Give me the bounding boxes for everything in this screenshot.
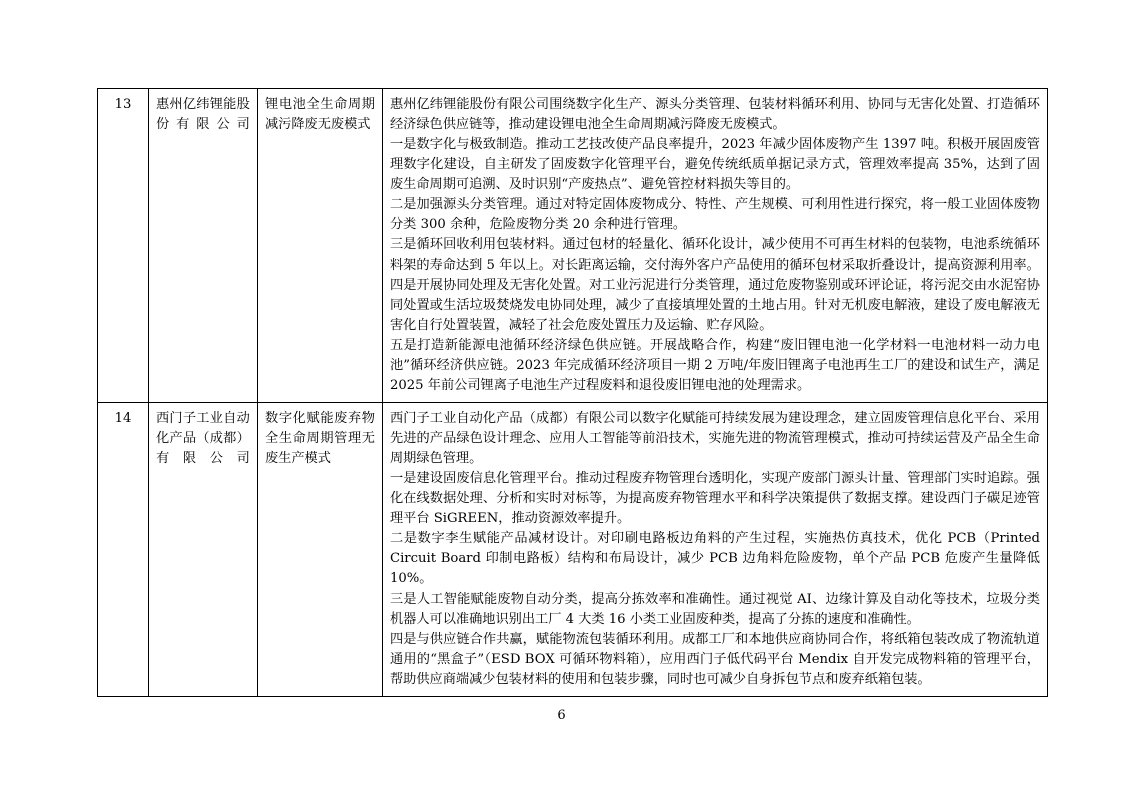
content-paragraph: 四是与供应链合作共赢，赋能物流包装循环利用。成都工厂和本地供应商协同合作，将纸箱包装改成了物流轨道通用的“黑盒子”（ESD BOX 可循环物料箱），应用西门子低代码平台 Mendix 自开发完成物料箱的管理平台，帮助供应商端减少包装材料的使用和包装步骤，同时也可减少自身拆包节点和废弃纸箱包装。 (390, 631, 1040, 687)
content-paragraph: 一是数字化与极致制造。推动工艺技改使产品良率提升，2023 年减少固体废物产生 1397 吨。积极开展固废管理数字化建设，自主研发了固废数字化管理平台，避免传统纸质单据记录方式，管理效率提高 35%，达到了固废生命周期可追溯、及时识别“产废热点”、避免管控材料损失等目的。 (390, 137, 1040, 193)
content-paragraph: 三是循环回收利用包装材料。通过包材的轻量化、循环化设计，减少使用不可再生材料的包装物，电池系统循环料架的寿命达到 5 年以上。对长距离运输，交付海外客户产品使用的循环包材采取折叠设计，提高资源利用率。 (390, 237, 1040, 273)
row-number: 14 (98, 402, 149, 696)
row-mode-name: 数字化赋能废弃物全生命周期管理无废生产模式 (258, 402, 383, 696)
content-paragraph: 西门子工业自动化产品（成都）有限公司以数字化赋能可持续发展为建设理念，建立固废管理信息化平台、采用先进的产品绿色设计理念、应用人工智能等前沿技术，实施先进的物流管理模式，推动可持续运营及产品全生命周期绿色管理。 (390, 410, 1040, 467)
practice-cases-table (97, 88, 1048, 697)
table-row (98, 89, 1048, 403)
page-number: 6 (557, 708, 566, 723)
row-content (383, 89, 1048, 403)
content-paragraph: 三是人工智能赋能废物自动分类，提高分拣效率和准确性。通过视觉 AI、边缘计算及自动化等技术，垃圾分类机器人可以准确地识别出工厂 4 大类 16 小类工业固废种类，提高了分拣的速度和准确性。 (390, 591, 1040, 627)
row-company-name: 惠州亿纬锂能股份有限公司 (149, 89, 258, 403)
content-paragraph: 二是数字李生赋能产品减材设计。对印刷电路板边角料的产生过程，实施热仿真技术，优化 PCB（Printed Circuit Board 印制电路板）结构和布局设计，减少 PCB 边角料危险废物，单个产品 PCB 危废产生量降低 10%。 (390, 531, 1040, 587)
content-paragraph: 四是开展协同处理及无害化处置。对工业污泥进行分类管理，通过危废物鉴别或环评论证，将污泥交由水泥窑协同处置或生活垃圾焚烧发电协同处理，减少了直接填埋处置的土地占用。针对无机废电解液，建设了废电解液无害化自行处置装置，减轻了社会危废处置压力及运输、贮存风险。 (390, 277, 1040, 333)
content-paragraph: 惠州亿纬锂能股份有限公司围绕数字化生产、源头分类管理、包装材料循环利用、协同与无害化处置、打造循环经济绿色供应链等，推动建设锂电池全生命周期减污降废无废模式。 (390, 97, 1040, 133)
content-paragraph: 五是打造新能源电池循环经济绿色供应链。开展战略合作，构建“废旧锂电池一化学材料一电池材料一动力电池”循环经济供应链。2023 年完成循环经济项目一期 2 万吨/年废旧锂离子电池再生工厂的建设和试生产，满足 2025 年前公司锂离子电池生产过程废料和退役废旧锂电池的处理需求。 (390, 337, 1040, 393)
row-content (383, 402, 1048, 696)
table-row (98, 402, 1048, 696)
content-paragraph: 二是加强源头分类管理。通过对特定固体废物成分、特性、产生规模、可利用性进行探究，将一般工业固体废物分类 300 余种，危险废物分类 20 余种进行管理。 (390, 197, 1040, 233)
content-paragraph: 一是建设固废信息化管理平台。推动过程废弃物管理台透明化，实现产废部门源头计量、管理部门实时追踪。强化在线数据处理、分析和实时对标等，为提高废弃物管理水平和科学决策提供了数据支撑。建设西门子碳足迹管理平台 SiGREEN，推动资源效率提升。 (390, 471, 1040, 527)
row-number: 13 (98, 89, 149, 403)
row-mode-name: 锂电池全生命周期减污降废无废模式 (258, 89, 383, 403)
row-company-name: 西门子工业自动化产品（成都）有限公司 (149, 402, 258, 696)
